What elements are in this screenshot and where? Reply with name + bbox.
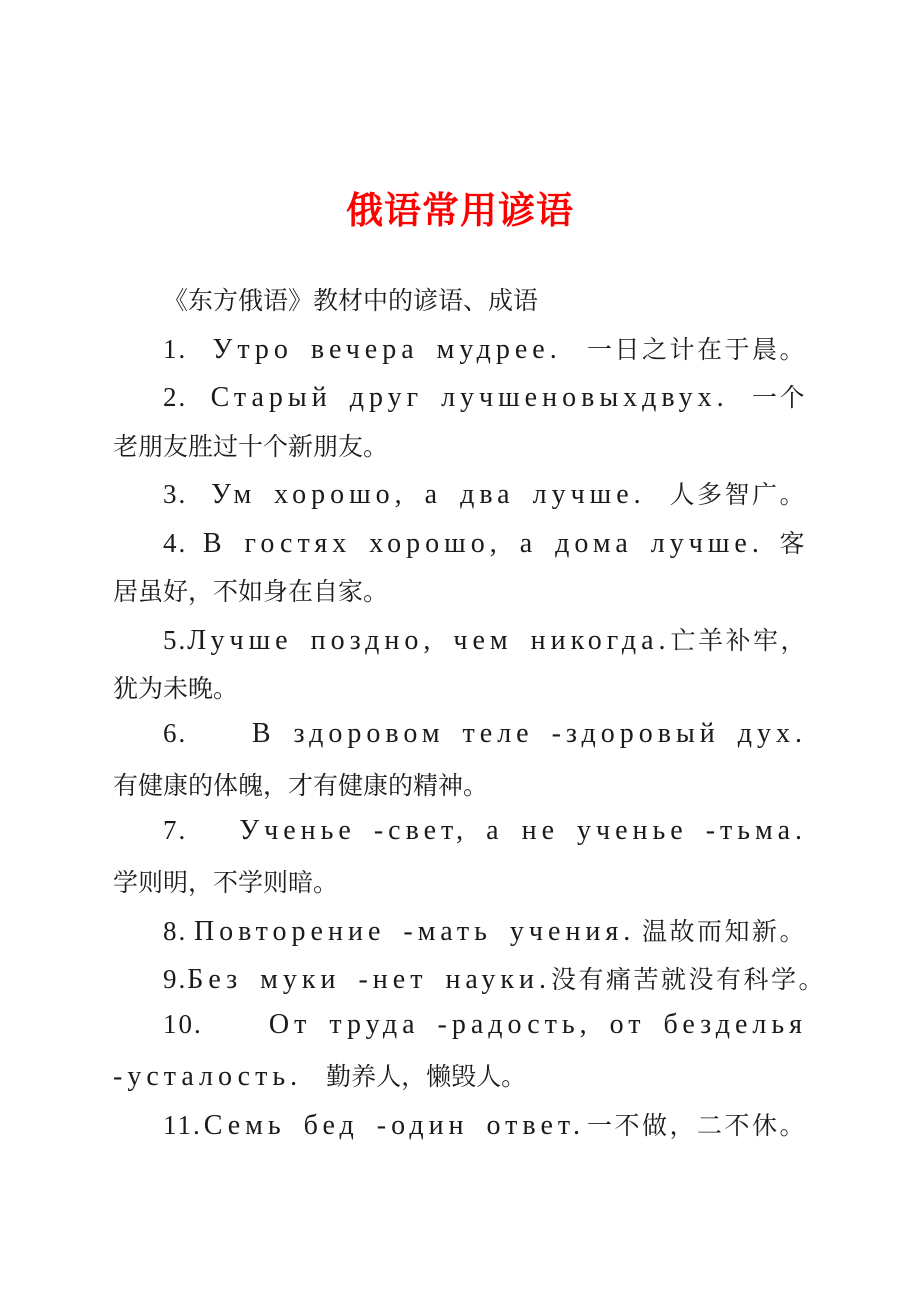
russian-text-run: В здоровом теле -здоровый дух. [251, 717, 807, 749]
chinese-text-run: 学则明，不学则暗。 [113, 870, 339, 897]
doc-line [113, 1106, 807, 1155]
chinese-text-run: 居虽好，不如身在自家。 [113, 579, 389, 606]
chinese-text-run: 勤养人，懒毁人。 [326, 1064, 527, 1091]
item-number: 10. [163, 1008, 203, 1039]
doc-line [113, 378, 807, 427]
russian-text-run: От труда -радость, от безделья [268, 1008, 807, 1040]
russian-text-run: Без муки -нет науки. [187, 964, 552, 995]
doc-line [113, 524, 807, 573]
doc-line [113, 766, 807, 815]
russian-text-run: Повторение -мать учения. [193, 915, 636, 947]
chinese-text-run: 客 [779, 530, 807, 558]
doc-line [113, 669, 807, 718]
chinese-text-run: 一不做，二不休。 [586, 1112, 807, 1140]
item-number: 6. [163, 717, 188, 748]
doc-line [113, 960, 827, 1009]
doc-line [113, 427, 807, 476]
doc-line [113, 863, 807, 912]
russian-text-run: Старый друг лучшеновыхдвух. [210, 382, 729, 413]
chinese-text-run: 没有痛苦就没有科学。 [551, 967, 827, 994]
item-number: 8. [163, 915, 188, 946]
item-number: 3. [163, 479, 188, 509]
doc-line [113, 281, 807, 330]
item-number: 11. [163, 1109, 202, 1140]
item-number: 1. [163, 333, 188, 364]
document-body [113, 281, 827, 1154]
item-number: 7. [163, 814, 188, 845]
doc-line [113, 475, 807, 524]
chinese-text-run: 老朋友胜过十个新朋友。 [113, 433, 389, 461]
doc-line [113, 572, 807, 621]
russian-text-run: Ученье -свет, а не ученье -тьма. [239, 814, 807, 846]
doc-line [113, 912, 807, 961]
russian-text-run: Семь бед -один ответ. [203, 1109, 586, 1141]
item-number: 5. [163, 624, 188, 655]
doc-line [113, 1009, 807, 1058]
item-number: 2. [163, 382, 188, 412]
chinese-text-run: 亡羊补牢， [670, 627, 809, 655]
chinese-text-run: 一个 [751, 385, 807, 412]
russian-text-run: Ум хорошо, а два лучше. [211, 479, 646, 510]
chinese-text-run: 《东方俄语》教材中的谚语、成语 [163, 288, 539, 315]
chinese-text-run: 温故而知新。 [641, 918, 807, 946]
chinese-text-run: 人多智广。 [669, 482, 807, 509]
russian-text-run: Лучше поздно, чем никогда. [187, 624, 671, 656]
doc-line [113, 330, 807, 379]
russian-text-run: В гостях хорошо, а дома лучше. [202, 527, 764, 559]
item-number: 9. [163, 964, 188, 994]
chinese-text-run: 有健康的体魄，才有健康的精神。 [113, 773, 489, 800]
doc-line [113, 815, 807, 864]
item-number: 4. [163, 527, 188, 558]
doc-line [113, 621, 807, 670]
russian-text-run: -усталость. [113, 1061, 303, 1092]
chinese-text-run: 一日之计在于晨。 [586, 336, 807, 364]
russian-text-run: Утро вечера мудрее. [212, 333, 562, 365]
doc-line [113, 1057, 807, 1106]
chinese-text-run: 犹为未晚。 [113, 676, 239, 703]
document-title: 俄语常用谚语 [346, 191, 574, 232]
doc-line [113, 718, 807, 767]
